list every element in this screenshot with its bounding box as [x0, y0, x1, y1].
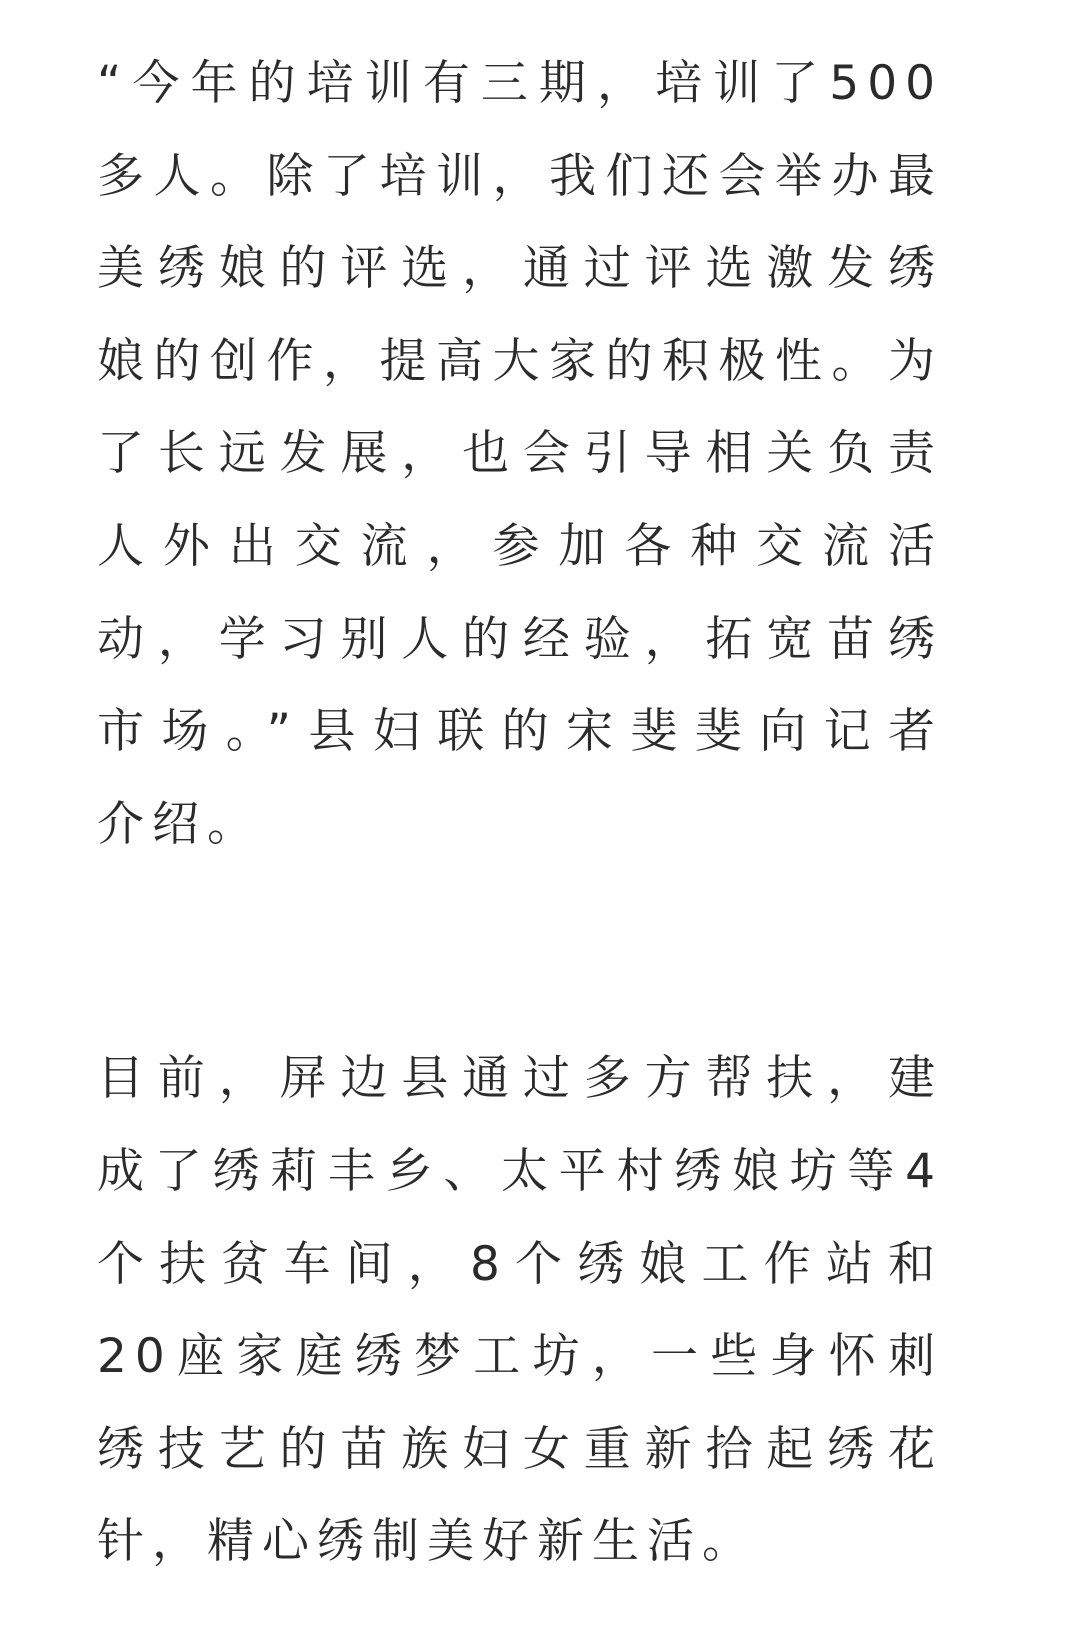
- paragraph-line: 绣技艺的苗族妇女重新拾起绣花: [97, 1421, 943, 1477]
- paragraph-line: “今年的培训有三期，培训了500: [97, 56, 943, 111]
- article-body: [97, 38, 943, 1589]
- paragraph-1: [97, 38, 943, 871]
- paragraph-line: 20座家庭绣梦工坊，一些身怀刺: [97, 1329, 943, 1385]
- paragraph-line: 个扶贫车间，8个绣娘工作站和: [97, 1236, 943, 1292]
- paragraph-line: 成了绣莉丰乡、太平村绣娘坊等4: [97, 1143, 943, 1199]
- paragraph-line: 介绍。: [97, 796, 262, 852]
- paragraph-line: 动，学习别人的经验，拓宽苗绣: [97, 611, 943, 667]
- paragraph-line: 针，精心绣制美好新生活。: [97, 1514, 757, 1570]
- paragraph-line: 多人。除了培训，我们还会举办最: [97, 148, 943, 204]
- paragraph-line: 人外出交流，参加各种交流活: [97, 518, 943, 574]
- paragraph-2: [97, 1033, 943, 1589]
- paragraph-line: 娘的创作，提高大家的积极性。为: [97, 333, 943, 389]
- paragraph-line: 美绣娘的评选，通过评选激发绣: [97, 241, 943, 297]
- paragraph-line: 市场。”县妇联的宋斐斐向记者: [97, 704, 943, 760]
- paragraph-line: 了长远发展，也会引导相关负责: [97, 426, 943, 482]
- paragraph-line: 目前，屏边县通过多方帮扶，建: [97, 1051, 943, 1107]
- paragraph-spacer: [97, 871, 943, 1033]
